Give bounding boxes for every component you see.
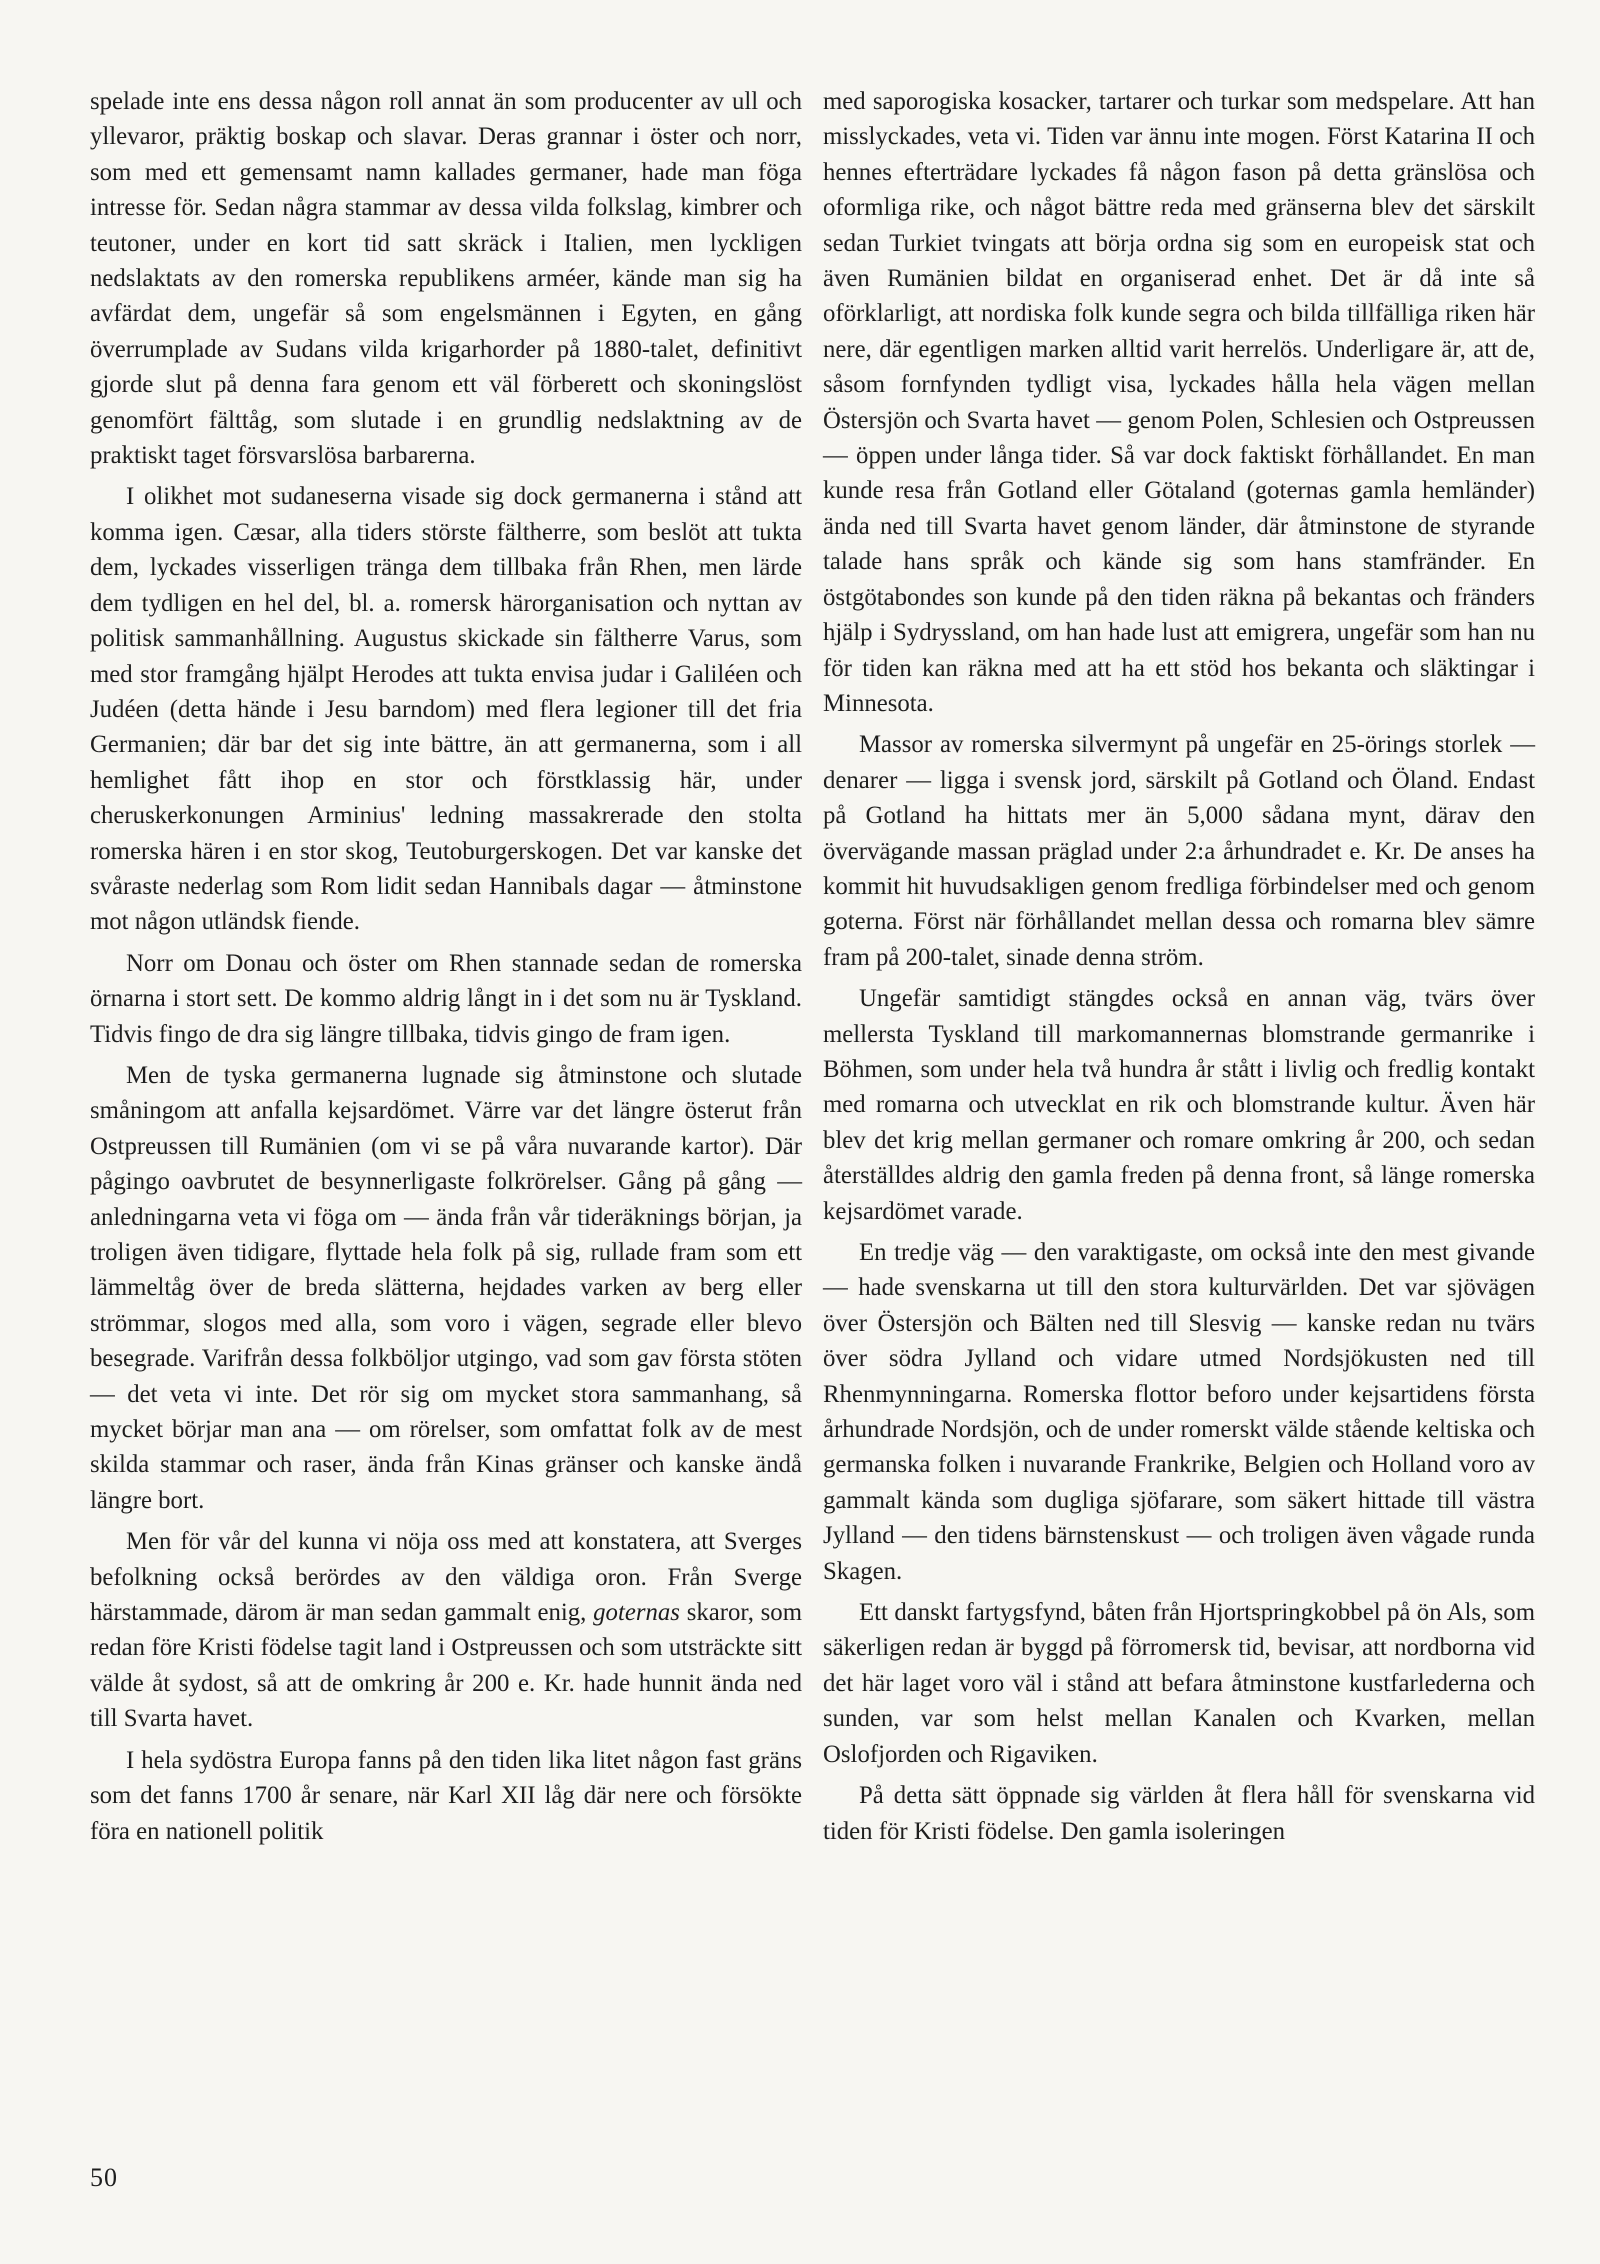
- paragraph-text: Men för vår del kunna vi nöja oss med att konstatera, att Sverges befolkning också berördes av den väldiga oron. Från Sverge härstammade, därom är man sedan gammalt enig,: [90, 1528, 802, 1627]
- page-number: 50: [90, 2163, 118, 2192]
- paragraph: Ungefär samtidigt stängdes också en annan väg, tvärs över mellersta Tyskland till markomannernas blomstrande germanrike i Böhmen, som under hela två hundra år stått i livlig och fredlig kontakt med romarna och utvecklat en rik och blomstrande kultur. Även här blev det krig mellan germaner och romare omkring år 200, och sedan återställdes aldrig den gamla freden på denna front, så länge romerska kejsardömet varade.: [823, 985, 1535, 1225]
- paragraph: spelade inte ens dessa någon roll annat än som producenter av ull och yllevaror, präktig boskap och slavar. Deras grannar i öster och norr, som med ett gemensamt namn kallades germaner, hade man föga intresse för. Sedan några stammar av dessa vilda folkslag, kimbrer och teutoner, under en kort tid satt skräck i Italien, men lyckligen nedslaktats av den romerska republikens arméer, kände man sig ha avfärdat dem, ungefär så som engelsmännen i Egyten, en gång överrumplade av Sudans vilda krigarhorder på 1880-talet, definitivt gjorde slut på denna fara genom ett väl förberett och skoningslöst genomfört fälttåg, som slutade i en grundlig nedslaktning av de praktiskt taget försvarslösa barbarerna.: [90, 88, 802, 470]
- paragraph: Norr om Donau och öster om Rhen stannade sedan de romerska örnarna i stort sett. De kommo aldrig långt in i det som nu är Tyskland. Tidvis fingo de dra sig längre tillbaka, tidvis gingo de fram igen.: [90, 949, 802, 1048]
- left-column: [90, 84, 802, 1849]
- emphasized-word: goternas: [593, 1599, 680, 1627]
- paragraph: [90, 1524, 802, 1736]
- paragraph: Ett danskt fartygsfynd, båten från Hjortspringkobbel på ön Als, som säkerligen redan är byggd på förromersk tid, bevisar, att nordborna vid det här laget voro väl i stånd att befara åtminstone kustfarlederna och sunden, var som helst mellan Kanalen och Kvarken, mellan Oslofjorden och Rigaviken.: [823, 1599, 1535, 1768]
- paragraph: Massor av romerska silvermynt på ungefär en 25-örings storlek — denarer — ligga i svensk jord, särskilt på Gotland och Öland. Endast på Gotland ha hittats mer än 5,000 sådana mynt, därav den övervägande massan präglad under 2:a århundradet e. Kr. De anses ha kommit hit huvudsakligen genom fredliga förbindelser med och genom goterna. Först när förhållandet mellan dessa och romarna blev sämre fram på 200-talet, sinade denna ström.: [823, 731, 1535, 971]
- paragraph: I hela sydöstra Europa fanns på den tiden lika litet någon fast gräns som det fanns 1700 år senare, när Karl XII låg där nere och försökte föra en nationell politik: [90, 1746, 802, 1845]
- paragraph-text: skaror, som redan före Kristi födelse tagit land i Ostpreussen och som utsträckte sitt välde åt sydost, så att de omkring år 200 e. Kr. hade hunnit ända ned till Svarta havet.: [90, 1599, 802, 1733]
- right-column: [823, 84, 1535, 1849]
- paragraph: I olikhet mot sudaneserna visade sig dock germanerna i stånd att komma igen. Cæsar, alla tiders störste fältherre, som beslöt att tukta dem, lyckades visserligen tränga dem tillbaka från Rhen, men lärde dem tydligen en hel del, bl. a. romersk härorganisation och nyttan av politisk sammanhållning. Augustus skickade sin fältherre Varus, som med stor framgång hjälpt Herodes att tukta envisa judar i Galiléen och Judéen (detta hände i Jesu barndom) med flera legioner till det fria Germanien; där bar det sig inte bättre, än att germanerna, som i all hemlighet fått ihop en stor och förstklassig här, under cheruskerkonungen Arminius' ledning massakrerade den stolta romerska hären i en stor skog, Teutoburgerskogen. Det var kanske det svåraste nederlag som Rom lidit sedan Hannibals dagar — åtminstone mot någon utländsk fiende.: [90, 483, 802, 936]
- paragraph: En tredje väg — den varaktigaste, om också inte den mest givande — hade svenskarna ut till den stora kulturvärlden. Det var sjövägen över Östersjön och Bälten ned till Slesvig — kanske redan nu tvärs över södra Jylland och vidare utmed Nordsjökusten ned till Rhenmynningarna. Romerska flottor beforo under kejsartidens första århundrade Nordsjön, och de under romerskt välde stående keltiska och germanska folken i nuvarande Frankrike, Belgien och Holland voro av gammalt kända som dugliga sjöfarare, som säkert hittade till västra Jylland — den tidens bärnstenskust — och troligen även vågade runda Skagen.: [823, 1239, 1535, 1585]
- paragraph: med saporogiska kosacker, tartarer och turkar som medspelare. Att han misslyckades, veta vi. Tiden var ännu inte mogen. Först Katarina II och hennes efterträdare lyckades få någon fason på detta gränslösa och oformliga rike, och något bättre reda med gränserna blev det särskilt sedan Turkiet tvingats att börja ordna sig som en europeisk stat och även Rumänien bildat en organiserad enhet. Det är då inte så oförklarligt, att nordiska folk kunde segra och bilda tillfälliga riken här nere, där egentligen marken alltid varit herrelös. Underligare är, att de, såsom fornfynden tydligt visa, lyckades hålla hela vägen mellan Östersjön och Svarta havet — genom Polen, Schlesien och Ostpreussen — öppen under långa tider. Så var dock faktiskt förhållandet. En man kunde resa från Gotland eller Götaland (goternas gamla hemländer) ända ned till Svarta havet genom länder, där åtminstone de styrande talade hans språk och kände sig som hans stamfränder. En östgötabondes son kunde på den tiden räkna på bekantas och fränders hjälp i Sydryssland, om han hade lust att emigrera, ungefär som han nu för tiden kan räkna med att ha ett stöd hos bekanta och släktingar i Minnesota.: [823, 88, 1535, 717]
- paragraph: På detta sätt öppnade sig världen åt flera håll för svenskarna vid tiden för Kristi födelse. Den gamla isoleringen: [823, 1782, 1535, 1845]
- paragraph: Men de tyska germanerna lugnade sig åtminstone och slutade småningom att anfalla kejsardömet. Värre var det längre österut från Ostpreussen till Rumänien (om vi se på våra nuvarande kartor). Där pågingo oavbrutet de besynnerligaste folkrörelser. Gång på gång — anledningarna veta vi föga om — ända från vår tideräknings början, ja troligen även tidigare, flyttade hela folk på sig, rullade fram som ett lämmeltåg över de breda slätterna, hejdades varken av berg eller strömmar, slogos med alla, som voro i vägen, segrade eller blevo besegrade. Varifrån dessa folkböljor utgingo, vad som gav första stöten — det veta vi inte. Det rör sig om mycket stora sammanhang, så mycket börjar man ana — om rörelser, som omfattat folk av de mest skilda stammar och raser, ända från Kinas gränser och kanske ändå längre bort.: [90, 1061, 802, 1514]
